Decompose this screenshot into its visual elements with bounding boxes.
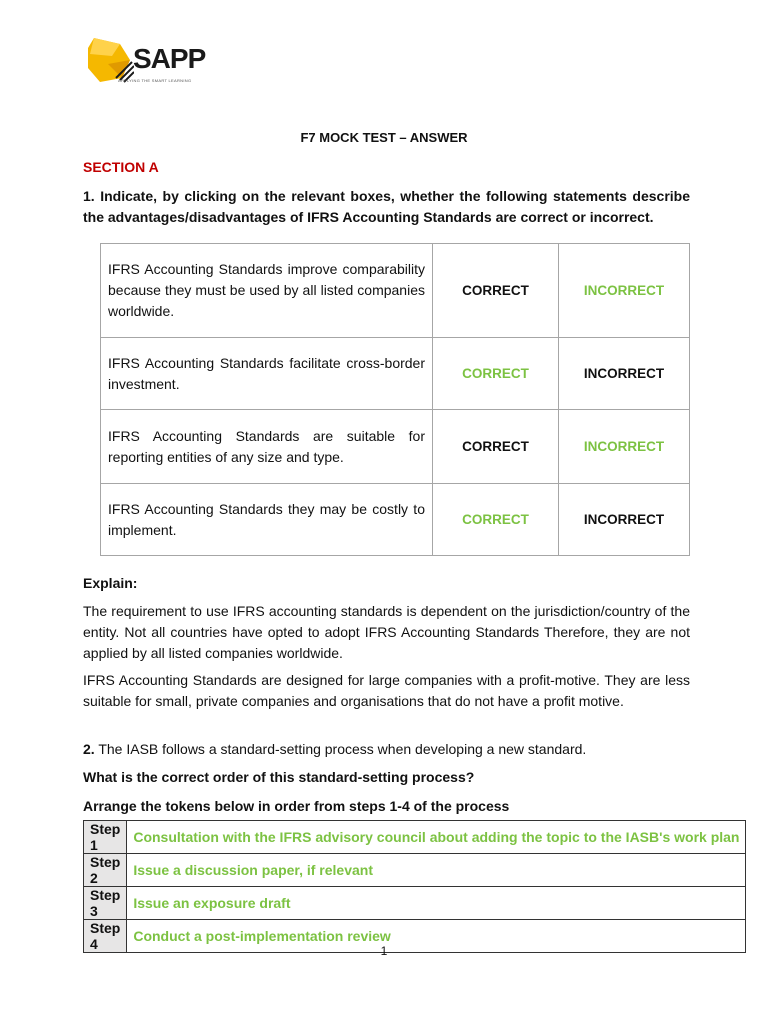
steps-table — [83, 820, 746, 953]
incorrect-option[interactable]: INCORRECT — [559, 484, 690, 556]
correct-option-selected[interactable]: CORRECT — [433, 484, 559, 556]
page-number: 1 — [380, 944, 388, 958]
logo-tagline: APPLYING THE SMART LEARNING — [118, 78, 192, 83]
step-label: Step 4 — [84, 920, 127, 953]
question-2-instruction: Arrange the tokens below in order from steps 1-4 of the process — [83, 798, 510, 814]
step-label: Step 3 — [84, 887, 127, 920]
incorrect-option-selected[interactable]: INCORRECT — [559, 244, 690, 338]
step-label: Step 1 — [84, 821, 127, 854]
table-row — [101, 410, 690, 484]
question-1-number: 1. — [83, 188, 95, 204]
statement-cell: IFRS Accounting Standards facilitate cross-border investment. — [101, 338, 433, 410]
explain-paragraph: The requirement to use IFRS accounting standards is dependent on the jurisdiction/country of the entity. Not all countries have opted to adopt IFRS Accounting Standards Therefore, they are not applied by all listed companies worldwide. — [83, 603, 690, 661]
statements-table — [100, 243, 690, 556]
incorrect-option[interactable]: INCORRECT — [559, 338, 690, 410]
statement-cell: IFRS Accounting Standards improve comparability because they must be used by all listed companies worldwide. — [101, 244, 433, 338]
explain-paragraph: IFRS Accounting Standards are designed for large companies with a profit-motive. They are less suitable for small, private companies and organisations that do not have a profit motive. — [83, 672, 690, 709]
table-row — [101, 484, 690, 556]
step-label: Step 2 — [84, 854, 127, 887]
table-row — [84, 887, 746, 920]
statement-cell: IFRS Accounting Standards they may be costly to implement. — [101, 484, 433, 556]
logo-brand: SAPP — [133, 43, 206, 74]
question-2 — [83, 741, 586, 757]
correct-option-selected[interactable]: CORRECT — [433, 338, 559, 410]
correct-option[interactable]: CORRECT — [433, 410, 559, 484]
table-row — [84, 821, 746, 854]
incorrect-option-selected[interactable]: INCORRECT — [559, 410, 690, 484]
question-2-text: The IASB follows a standard-setting process when developing a new standard. — [98, 741, 587, 757]
explain-heading: Explain: — [83, 575, 138, 591]
correct-option[interactable]: CORRECT — [433, 244, 559, 338]
question-2-number: 2. — [83, 741, 95, 757]
step-answer-token[interactable]: Consultation with the IFRS advisory council about adding the topic to the IASB's work plan — [127, 821, 746, 854]
table-row — [101, 244, 690, 338]
step-answer-token[interactable]: Issue an exposure draft — [127, 887, 746, 920]
step-answer-token[interactable]: Conduct a post-implementation review — [127, 920, 746, 953]
table-row — [84, 854, 746, 887]
question-1 — [83, 186, 690, 228]
page-title: F7 MOCK TEST – ANSWER — [300, 130, 468, 145]
statement-cell: IFRS Accounting Standards are suitable for reporting entities of any size and type. — [101, 410, 433, 484]
table-row — [101, 338, 690, 410]
sapp-logo — [86, 32, 206, 90]
section-heading: SECTION A — [83, 159, 159, 175]
step-answer-token[interactable]: Issue a discussion paper, if relevant — [127, 854, 746, 887]
question-2-prompt: What is the correct order of this standard-setting process? — [83, 769, 475, 785]
question-1-text: Indicate, by clicking on the relevant boxes, whether the following statements describe the advantages/disadvantages of IFRS Accounting Standards are correct or incorrect. — [83, 188, 690, 225]
